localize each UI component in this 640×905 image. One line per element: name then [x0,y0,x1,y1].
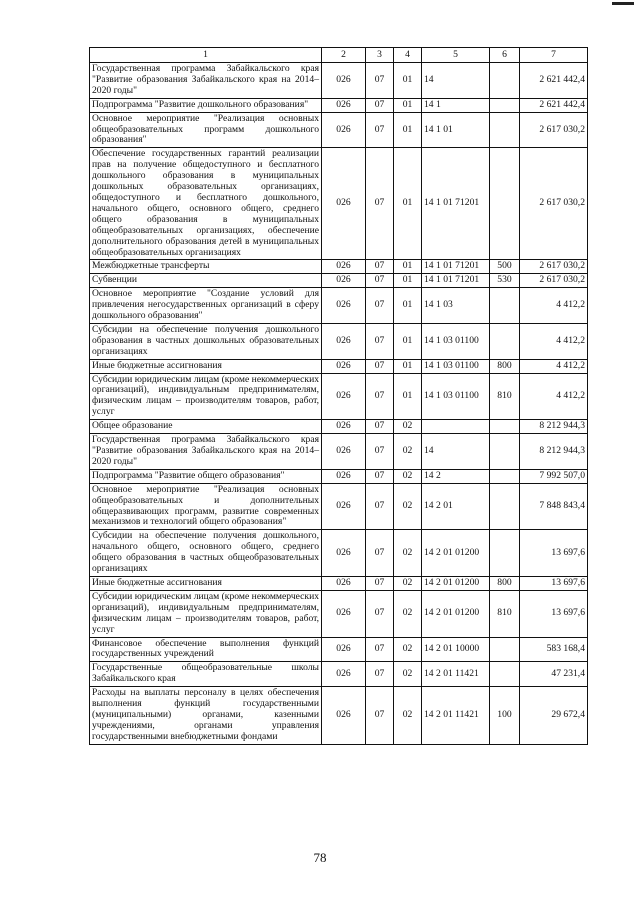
expense-type-cell [490,98,520,112]
ministry-code-cell: 026 [322,662,366,687]
amount-cell: 13 697,6 [520,576,588,590]
ministry-code-cell: 026 [322,148,366,260]
subsection-code-cell: 01 [394,288,422,324]
table-row [90,359,588,373]
section-code-cell: 07 [366,637,394,662]
target-article-cell: 14 2 01 10000 [422,637,490,662]
table-row [90,112,588,148]
row-name-cell: Расходы на выплаты персоналу в целях обеспечения выполнения функций государственными (муниципальными) органами, казенными учреждениями, органами управления государственными внебюджетными фондами [90,687,322,745]
table-row [90,260,588,274]
subsection-code-cell: 01 [394,63,422,99]
row-name-cell: Межбюджетные трансферты [90,260,322,274]
target-article-cell: 14 1 01 [422,112,490,148]
expense-type-cell [490,63,520,99]
expense-type-cell: 800 [490,576,520,590]
table-row [90,469,588,483]
expense-type-cell [490,148,520,260]
target-article-cell: 14 1 03 [422,288,490,324]
ministry-code-cell: 026 [322,260,366,274]
expense-type-cell [490,323,520,359]
subsection-code-cell: 02 [394,434,422,470]
row-name-cell: Подпрограмма "Развитие дошкольного образования" [90,98,322,112]
subsection-code-cell: 02 [394,687,422,745]
target-article-cell: 14 2 01 11421 [422,662,490,687]
table-row [90,662,588,687]
section-code-cell: 07 [366,148,394,260]
subsection-code-cell: 02 [394,590,422,637]
amount-cell: 47 231,4 [520,662,588,687]
subsection-code-cell: 01 [394,260,422,274]
row-name-cell: Финансовое обеспечение выполнения функций государственных учреждений [90,637,322,662]
page-number: 78 [313,850,327,865]
section-code-cell: 07 [366,434,394,470]
header-cell: 6 [490,48,520,63]
expense-type-cell [490,530,520,577]
subsection-code-cell: 01 [394,373,422,420]
expense-type-cell: 800 [490,359,520,373]
header-cell: 4 [394,48,422,63]
target-article-cell: 14 2 01 11421 [422,687,490,745]
row-name-cell: Субсидии юридическим лицам (кроме некоммерческих организаций), индивидуальным предпринимателям, физическим лицам – производителям товаров, работ, услуг [90,373,322,420]
section-code-cell: 07 [366,662,394,687]
target-article-cell: 14 2 01 01200 [422,590,490,637]
amount-cell: 4 412,2 [520,373,588,420]
row-name-cell: Обеспечение государственных гарантий реализации прав на получение общедоступного и бесплатного дошкольного образования в муниципальных дошкольных образовательных организациях, общедоступного и бесплатного дошкольного, начального общего, основного общего, среднего общего образования в муниципальных общеобразовательных организациях, обеспечение дополнительного образования детей в муниципальных общеобразовательных организациях [90,148,322,260]
expense-type-cell [490,434,520,470]
section-code-cell: 07 [366,274,394,288]
expense-type-cell: 530 [490,274,520,288]
row-name-cell: Иные бюджетные ассигнования [90,359,322,373]
table-row [90,148,588,260]
table-row [90,530,588,577]
subsection-code-cell: 01 [394,323,422,359]
ministry-code-cell: 026 [322,288,366,324]
subsection-code-cell: 02 [394,469,422,483]
row-name-cell: Общее образование [90,420,322,434]
ministry-code-cell: 026 [322,637,366,662]
amount-cell: 4 412,2 [520,288,588,324]
amount-cell: 7 848 843,4 [520,483,588,530]
ministry-code-cell: 026 [322,483,366,530]
subsection-code-cell: 01 [394,148,422,260]
ministry-code-cell: 026 [322,687,366,745]
expense-type-cell [490,483,520,530]
amount-cell: 7 992 507,0 [520,469,588,483]
row-name-cell: Иные бюджетные ассигнования [90,576,322,590]
amount-cell: 583 168,4 [520,637,588,662]
target-article-cell: 14 2 [422,469,490,483]
subsection-code-cell: 02 [394,662,422,687]
header-cell: 5 [422,48,490,63]
amount-cell: 2 617 030,2 [520,274,588,288]
section-code-cell: 07 [366,530,394,577]
amount-cell: 2 617 030,2 [520,148,588,260]
expense-type-cell: 810 [490,373,520,420]
table-row [90,576,588,590]
expense-type-cell [490,637,520,662]
amount-cell: 2 621 442,4 [520,63,588,99]
subsection-code-cell: 01 [394,359,422,373]
ministry-code-cell: 026 [322,112,366,148]
section-code-cell: 07 [366,590,394,637]
row-name-cell: Субсидии на обеспечение получения дошкольного, начального общего, основного общего, среднего общего образования в частных общеобразовательных организациях [90,530,322,577]
amount-cell: 2 621 442,4 [520,98,588,112]
expense-type-cell [490,288,520,324]
subsection-code-cell: 01 [394,274,422,288]
ministry-code-cell: 026 [322,63,366,99]
amount-cell: 13 697,6 [520,590,588,637]
section-code-cell: 07 [366,112,394,148]
section-code-cell: 07 [366,288,394,324]
section-code-cell: 07 [366,260,394,274]
expense-type-cell [490,420,520,434]
subsection-code-cell: 01 [394,98,422,112]
expense-type-cell [490,662,520,687]
table-body [90,63,588,745]
amount-cell: 29 672,4 [520,687,588,745]
table-row [90,637,588,662]
table-row [90,274,588,288]
row-name-cell: Субсидии на обеспечение получения дошкольного образования в частных дошкольных образовательных организациях [90,323,322,359]
header-cell: 2 [322,48,366,63]
expense-type-cell [490,112,520,148]
target-article-cell: 14 1 03 01100 [422,359,490,373]
ministry-code-cell: 026 [322,576,366,590]
row-name-cell: Основное мероприятие "Создание условий для привлечения негосударственных организаций в сферу дошкольного образования" [90,288,322,324]
row-name-cell: Основное мероприятие "Реализация основных общеобразовательных программ дошкольного образования" [90,112,322,148]
target-article-cell: 14 1 [422,98,490,112]
ministry-code-cell: 026 [322,530,366,577]
header-cell: 3 [366,48,394,63]
amount-cell: 2 617 030,2 [520,112,588,148]
ministry-code-cell: 026 [322,590,366,637]
row-name-cell: Основное мероприятие "Реализация основных общеобразовательных и дополнительных общеразвивающих программ, развитие современных механизмов и технологий общего образования" [90,483,322,530]
section-code-cell: 07 [366,323,394,359]
subsection-code-cell: 02 [394,483,422,530]
expense-type-cell: 810 [490,590,520,637]
table-row [90,483,588,530]
target-article-cell: 14 1 01 71201 [422,274,490,288]
target-article-cell: 14 2 01 01200 [422,576,490,590]
section-code-cell: 07 [366,483,394,530]
target-article-cell: 14 1 01 71201 [422,148,490,260]
section-code-cell: 07 [366,98,394,112]
ministry-code-cell: 026 [322,359,366,373]
section-code-cell: 07 [366,359,394,373]
table-row [90,98,588,112]
subsection-code-cell: 02 [394,420,422,434]
ministry-code-cell: 026 [322,373,366,420]
subsection-code-cell: 02 [394,576,422,590]
table-row [90,323,588,359]
section-code-cell: 07 [366,687,394,745]
table-row [90,288,588,324]
section-code-cell: 07 [366,469,394,483]
header-cell: 7 [520,48,588,63]
row-name-cell: Государственные общеобразовательные школы Забайкальского края [90,662,322,687]
ministry-code-cell: 026 [322,420,366,434]
subsection-code-cell: 02 [394,530,422,577]
table-row [90,687,588,745]
row-name-cell: Государственная программа Забайкальского края "Развитие образования Забайкальского края на 2014–2020 годы" [90,434,322,470]
ministry-code-cell: 026 [322,98,366,112]
row-name-cell: Субсидии юридическим лицам (кроме некоммерческих организаций), индивидуальным предпринимателям, физическим лицам – производителям товаров, работ, услуг [90,590,322,637]
target-article-cell: 14 2 01 [422,483,490,530]
amount-cell: 4 412,2 [520,323,588,359]
subsection-code-cell: 01 [394,112,422,148]
table-row [90,434,588,470]
section-code-cell: 07 [366,373,394,420]
target-article-cell: 14 [422,434,490,470]
target-article-cell: 14 1 03 01100 [422,323,490,359]
expense-type-cell [490,469,520,483]
amount-cell: 4 412,2 [520,359,588,373]
amount-cell: 2 617 030,2 [520,260,588,274]
expense-type-cell: 100 [490,687,520,745]
row-name-cell: Подпрограмма "Развитие общего образования" [90,469,322,483]
budget-table [89,47,588,745]
target-article-cell: 14 1 03 01100 [422,373,490,420]
ministry-code-cell: 026 [322,434,366,470]
expense-type-cell: 500 [490,260,520,274]
header-row [90,48,588,63]
target-article-cell [422,420,490,434]
section-code-cell: 07 [366,420,394,434]
section-code-cell: 07 [366,63,394,99]
ministry-code-cell: 026 [322,469,366,483]
table-row [90,590,588,637]
header-cell: 1 [90,48,322,63]
ministry-code-cell: 026 [322,274,366,288]
target-article-cell: 14 2 01 01200 [422,530,490,577]
table-row [90,63,588,99]
subsection-code-cell: 02 [394,637,422,662]
ministry-code-cell: 026 [322,323,366,359]
amount-cell: 8 212 944,3 [520,434,588,470]
section-code-cell: 07 [366,576,394,590]
row-name-cell: Государственная программа Забайкальского края "Развитие образования Забайкальского края на 2014–2020 годы" [90,63,322,99]
target-article-cell: 14 [422,63,490,99]
table-row [90,420,588,434]
scan-mark [612,2,634,5]
row-name-cell: Субвенции [90,274,322,288]
amount-cell: 8 212 944,3 [520,420,588,434]
amount-cell: 13 697,6 [520,530,588,577]
target-article-cell: 14 1 01 71201 [422,260,490,274]
table-row [90,373,588,420]
